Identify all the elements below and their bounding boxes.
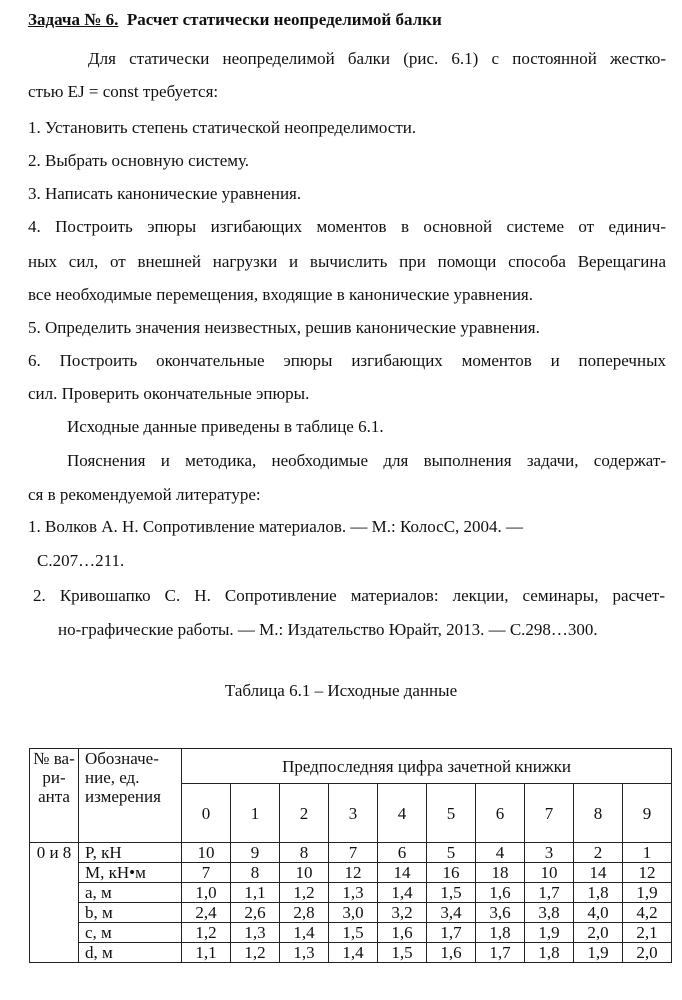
table-cell: 3,4 (427, 903, 476, 923)
table-cell: 1,6 (476, 883, 525, 903)
table-cell: 1,3 (231, 923, 280, 943)
list-item-cont: все необходимые перемещения, входящие в канонические уравнения. (28, 285, 534, 304)
table-cell: 4,2 (623, 903, 672, 923)
table-row (30, 903, 672, 923)
table-cell: 1,4 (378, 883, 427, 903)
table-cell: 1,3 (280, 943, 329, 963)
paragraph-line: Для статически неопределимой балки (рис. 6.1) с постоянной жестко- (88, 49, 666, 68)
digit-header-cell: 5 (427, 784, 476, 843)
table-cell: 3,8 (525, 903, 574, 923)
table-row (30, 843, 672, 863)
list-item-cont: ных сил, от внешней нагрузки и вычислить при помощи способа Верещагина (28, 252, 666, 271)
table-cell: 12 (623, 863, 672, 883)
table-cell: 2,6 (231, 903, 280, 923)
reference-item: 1. Волков А. Н. Сопротивление материалов. — М.: КолосС, 2004. — (28, 517, 524, 536)
list-item: 6. Построить окончательные эпюры изгибающих моментов и поперечных (28, 351, 666, 370)
table-cell: 1,4 (280, 923, 329, 943)
table-cell: 12 (329, 863, 378, 883)
reference-item: 2. Кривошапко С. Н. Сопротивление материалов: лекции, семинары, расчет- (33, 586, 665, 605)
table-cell: 1,2 (182, 923, 231, 943)
digit-header-cell: 6 (476, 784, 525, 843)
table-cell: 9 (231, 843, 280, 863)
table-cell: 14 (378, 863, 427, 883)
table-cell: 5 (427, 843, 476, 863)
table-cell: 1,8 (525, 943, 574, 963)
list-item: 5. Определить значения неизвестных, решив канонические уравнения. (28, 318, 540, 337)
digit-header-cell: 7 (525, 784, 574, 843)
row-label: c, м (79, 923, 182, 943)
table-row (30, 863, 672, 883)
group-header: Предпоследняя цифра зачетной книжки (182, 749, 672, 784)
row-label: a, м (79, 883, 182, 903)
table-cell: 3,0 (329, 903, 378, 923)
table-cell: 18 (476, 863, 525, 883)
table-cell: 1,5 (329, 923, 378, 943)
digit-header-cell: 3 (329, 784, 378, 843)
table-row (30, 943, 672, 963)
table-cell: 1,9 (525, 923, 574, 943)
table-cell: 8 (231, 863, 280, 883)
reference-item-cont: но-графические работы. — М.: Издательство Юрайт, 2013. — С.298…300. (58, 620, 598, 639)
table-cell: 3,6 (476, 903, 525, 923)
digit-header-cell: 8 (574, 784, 623, 843)
table-cell: 2,1 (623, 923, 672, 943)
table-cell: 2,4 (182, 903, 231, 923)
table-cell: 4,0 (574, 903, 623, 923)
table-cell: 1,7 (427, 923, 476, 943)
list-item: 3. Написать канонические уравнения. (28, 184, 302, 203)
table-cell: 1,8 (476, 923, 525, 943)
table-cell: 1,7 (476, 943, 525, 963)
list-item: 4. Построить эпюры изгибающих моментов в основной системе от единич- (28, 217, 666, 236)
table-cell: 3 (525, 843, 574, 863)
row-label: M, кН•м (79, 863, 182, 883)
variant-cell: 0 и 8 (30, 843, 79, 963)
list-item: 1. Установить степень статической неопределимости. (28, 118, 417, 137)
table-cell: 7 (182, 863, 231, 883)
table-row (30, 923, 672, 943)
digit-header-cell: 4 (378, 784, 427, 843)
table-cell: 6 (378, 843, 427, 863)
table-cell: 10 (182, 843, 231, 863)
table-cell: 2 (574, 843, 623, 863)
table-caption: Таблица 6.1 – Исходные данные (224, 681, 458, 700)
list-item: 2. Выбрать основную систему. (28, 151, 250, 170)
designation-header: Обозначе- ние, ед. измерения (79, 749, 182, 843)
paragraph-line: стью EJ = const требуется: (28, 82, 219, 101)
table-cell: 16 (427, 863, 476, 883)
digit-header-cell: 0 (182, 784, 231, 843)
reference-item-cont: С.207…211. (37, 551, 125, 570)
table-cell: 1,0 (182, 883, 231, 903)
table-cell: 10 (525, 863, 574, 883)
table-cell: 1,5 (427, 883, 476, 903)
table-cell: 1,1 (231, 883, 280, 903)
table-cell: 1,8 (574, 883, 623, 903)
table-cell: 1,2 (231, 943, 280, 963)
table-cell: 1,4 (329, 943, 378, 963)
table-cell: 1,5 (378, 943, 427, 963)
table-cell: 4 (476, 843, 525, 863)
table-cell: 10 (280, 863, 329, 883)
table-cell: 3,2 (378, 903, 427, 923)
row-label: b, м (79, 903, 182, 923)
paragraph-line: ся в рекомендуемой литературе: (28, 485, 261, 504)
page-title (28, 9, 442, 31)
task-number: Задача № 6. (28, 10, 119, 29)
list-item-cont: сил. Проверить окончательные эпюры. (28, 384, 310, 403)
table-cell: 1,2 (280, 883, 329, 903)
table-cell: 1,6 (427, 943, 476, 963)
table-cell: 1,7 (525, 883, 574, 903)
data-table (29, 748, 672, 963)
digit-header-cell: 2 (280, 784, 329, 843)
table-row (30, 883, 672, 903)
table-cell: 1,9 (574, 943, 623, 963)
table-cell: 1,1 (182, 943, 231, 963)
table-cell: 1,9 (623, 883, 672, 903)
paragraph-line: Исходные данные приведены в таблице 6.1. (67, 417, 384, 436)
digit-header-cell: 1 (231, 784, 280, 843)
table-cell: 2,8 (280, 903, 329, 923)
table-cell: 2,0 (623, 943, 672, 963)
digit-header-cell: 9 (623, 784, 672, 843)
row-label: P, кН (79, 843, 182, 863)
table-cell: 1,6 (378, 923, 427, 943)
table-cell: 8 (280, 843, 329, 863)
task-title: Расчет статически неопределимой балки (126, 10, 442, 29)
table-cell: 14 (574, 863, 623, 883)
table-cell: 7 (329, 843, 378, 863)
row-label: d, м (79, 943, 182, 963)
table-cell: 1,3 (329, 883, 378, 903)
variant-header: № ва- ри- анта (30, 749, 79, 843)
table-cell: 1 (623, 843, 672, 863)
paragraph-line: Пояснения и методика, необходимые для выполнения задачи, содержат- (67, 451, 666, 470)
table-cell: 2,0 (574, 923, 623, 943)
